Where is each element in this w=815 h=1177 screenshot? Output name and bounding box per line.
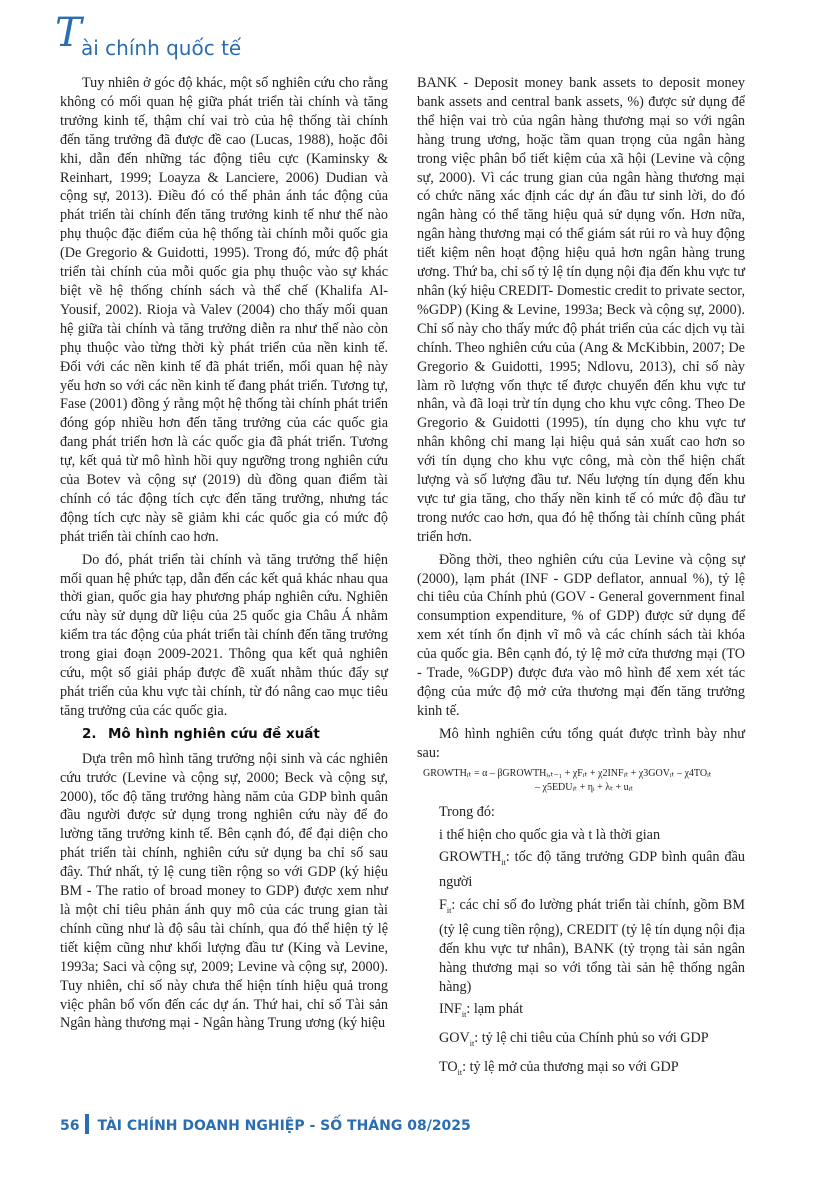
var-growth [417, 848, 745, 892]
section-number: 2. [82, 725, 97, 742]
right-paragraph-1: BANK - Deposit money bank assets to deposit money bank assets and central bank assets, %) được sử dụng để thể hiện vai trò của ngân hàng thương mại so với ngân hàng trung ương, hoặc tầm quan trọng của ngân hàng trong việc phân bổ tiết kiệm của xã hội (Levine và cộng sự, 2000). Vì các trung gian của ngân hàng thương mại có chức năng xác định các dự án đầu tư sinh lời, do đó ngân hàng có thể tăng hiệu quả sử dụng vốn. Hơn nữa, ngân hàng thương mại có thể giám sát rủi ro và huy động tiết kiệm nên hoạt động hiệu quả hơn ngân hàng trung ương. Thứ ba, chỉ số tỷ lệ tín dụng nội địa đến khu vực tư nhân (ký hiệu CREDIT- Domestic credit to private sector, %GDP) (King & Levine, 1993a; Beck và cộng sự, 2000). Chỉ số này cho thấy mức độ phát triển của các dịch vụ tài chính. Theo nghiên cứu của (Ang & McKibbin, 2007; De Gregorio & Guidotti, 1995; Ndlovu, 2013), chỉ số này làm rõ lượng vốn thực tế được chuyển đến khu vực tư nhân, và đã loại trừ tín dụng cho khu vực công. Theo De Gregorio & Guidotti (1995), tín dụng cho khu vực tư nhân không chỉ mang lại hiệu quả sản xuất cao hơn so với tín dụng cho khu vực công, mà còn thể hiện chất lượng và số lượng đầu tư. Nếu lượng tín dụng đến khu vực tư gia tăng, cho thấy nền kinh tế có mức độ đầu tư trong nước cao hơn, qua đó hệ thống tài chính cũng phát triển hơn. [417, 75, 745, 545]
page-footer [60, 1114, 471, 1134]
var-i-t: i thể hiện cho quốc gia và t là thời gian [439, 826, 661, 843]
right-paragraph-3: Mô hình nghiên cứu tổng quát được trình bày như sau: [417, 725, 745, 761]
var-inf [417, 1000, 745, 1025]
right-paragraph-2: Đồng thời, theo nghiên cứu của Levine và cộng sự (2000), lạm phát (INF - GDP deflator, annual %), tỷ lệ chi tiêu của Chính phủ (GOV - General government final consumption expenditure, % of GDP) được sử dụng để xem xét tính ổn định vĩ mô và các chính sách tài khóa của quốc gia. Bên cạnh đó, tỷ lệ mở cửa thương mại (TO - Trade, %GDP) được đưa vào mô hình để xem xét tác động của mức độ mở cửa thương mại đến tăng trưởng kinh tế. [417, 551, 745, 719]
model-equation [423, 767, 745, 795]
var-f [417, 896, 745, 996]
footer-divider [85, 1114, 89, 1134]
header-title: ài chính quốc tế [81, 36, 242, 60]
header-initial: T [55, 10, 82, 56]
var-gov [417, 1029, 745, 1054]
right-column [417, 74, 745, 1087]
left-column [60, 74, 388, 1037]
var-inf-symbol: INF [439, 1001, 462, 1018]
var-f-symbol: F [439, 897, 447, 914]
var-growth-subscript: it [501, 858, 506, 868]
left-paragraph-1: Tuy nhiên ở góc độ khác, một số nghiên cứu cho rằng không có mối quan hệ giữa phát triển tài chính và tăng trưởng kinh tế, thậm chí vai trò của hệ thống tài chính đến tăng trưởng đã được đề cao (Lucas, 1988), hoặc đôi khi, dẫn đến những tác động tiêu cực (Kaminsky & Reinhart, 1999; Loayza & Lanciere, 2006) Dudian và cộng sự, 2013). Điều đó có thể phản ánh tác động của phát triển tài chính đến tăng trưởng kinh tế như thế nào phụ thuộc đặc điểm của hệ thống tài chính mỗi quốc gia (De Gregorio & Guidotti, 1995). Trong đó, mức độ phát triển tài chính của mỗi quốc gia phụ thuộc vào sự khác biệt về hệ thống chính sách và thể chế (Khalifa Al-Yousif, 2002). Rioja và Valev (2004) cho thấy mối quan hệ giữa tài chính và tăng trưởng diễn ra như thế nào còn phụ thuộc vào từng thời kỳ phát triển của nền kinh tế. Đối với các nền kinh tế đã phát triển, mối quan hệ này yếu hơn so với các nền kinh tế đang phát triển. Tương tự, Fase (2001) đồng ý rằng một hệ thống tài chính phát triển đóng góp nhiều hơn đến tăng trưởng của các quốc gia đang phát triển hơn là các quốc gia đã phát triển. Tương tự, kết quả từ mô hình hồi quy ngưỡng trong nghiên cứu của Botev và cộng sự (2019) dù đồng quan điểm tài chính có tác động tích cực đến tăng trưởng, nhưng tác động tích cực này sẽ giảm khi các quốc gia có mức độ phát triển tài chính cao hơn. [60, 75, 388, 545]
var-growth-description: : tốc độ tăng trưởng GDP bình quân đầu người [439, 849, 745, 891]
var-inf-description: : lạm phát [466, 1001, 524, 1018]
equation-line-1: GROWTHᵢₜ = α – βGROWTHᵢ,ₜ₋₁ + χFᵢₜ + χ2INFᵢₜ + χ3GOVᵢₜ – χ4TOᵢₜ [423, 767, 712, 779]
left-paragraph-2: Do đó, phát triển tài chính và tăng trưởng thể hiện mối quan hệ phức tạp, dẫn đến các kết quả khác nhau qua thời gian, quốc gia hay phương pháp nghiên cứu. Nghiên cứu này sử dụng dữ liệu của 25 quốc gia Châu Á nhằm kiểm tra tác động của phát triển tài chính đến tăng trưởng trong giai đoạn 2009-2021. Thông qua kết quả nghiên cứu, một số giải pháp được đề xuất nhằm thúc đẩy sự phát triển của khu vực tài chính, từ đó nâng cao mục tiêu tăng trưởng của các quốc gia. [60, 551, 388, 719]
left-paragraph-3: Dựa trên mô hình tăng trưởng nội sinh và các nghiên cứu trước (Levine và cộng sự, 2000; Beck và cộng sự, 2000), tốc độ tăng trưởng hàng năm của GDP bình quân đầu người được sử dụng trong nghiên cứu này để đo lường tăng trưởng kinh tế. Bên cạnh đó, để đại diện cho phát triển tài chính, nghiên cứu sử dụng ba chỉ số sau đây. Thứ nhất, tỷ lệ cung tiền rộng so với GDP (ký hiệu BM - The ratio of broad money to GDP) được xem như là một chỉ tiêu phản ánh quy mô của các trung gian tài chính cũng như là độ sâu tài chính, qua đó thể hiện tỷ lệ tiết kiệm cũng như khối lượng đầu tư (King và Levine, 1993a; Saci và cộng sự, 2009; Levine và cộng sự, 2000). Tuy nhiên, chỉ số này chưa thể hiện tính hiệu quả trong việc phân bổ vốn đến các dự án. Thứ hai, chỉ số Tài sản Ngân hàng thương mại - Ngân hàng Trung ương (ký hiệu [60, 750, 388, 1032]
var-gov-subscript: it [469, 1039, 475, 1048]
var-to-description: : tỷ lệ mở của thương mại so với GDP [462, 1058, 679, 1075]
var-to-subscript: it [457, 1067, 463, 1077]
where-label: Trong đó: [439, 803, 495, 820]
var-to [417, 1058, 745, 1083]
var-inf-subscript: it [461, 1010, 467, 1020]
var-growth-symbol: GROWTH [439, 849, 502, 866]
page-number: 56 [60, 1118, 80, 1134]
var-gov-description: : tỷ lệ chi tiêu của Chính phủ so với GDP [474, 1030, 709, 1047]
section-title: Mô hình nghiên cứu đề xuất [108, 725, 320, 742]
variable-definitions [417, 803, 745, 1083]
var-f-description: : các chỉ số đo lường phát triển tài chính, gồm BM (tỷ lệ cung tiền rộng), CREDIT (tỷ lệ tín dụng nội địa đến khu vực tư nhân), BANK (tỷ trọng tài sản ngân hàng thương mại so với tổng tài sản hệ thống ngân hàng) [439, 897, 745, 995]
var-gov-symbol: GOV [439, 1030, 470, 1047]
var-f-subscript: it [446, 905, 452, 915]
journal-issue: TÀI CHÍNH DOANH NGHIỆP - SỐ THÁNG 08/2025 [97, 1118, 471, 1134]
var-to-symbol: TO [439, 1058, 458, 1075]
equation-line-2: – χ5EDUᵢₜ + ηᵢ + λₜ + uᵢₜ [535, 781, 634, 793]
section-heading [82, 725, 388, 744]
